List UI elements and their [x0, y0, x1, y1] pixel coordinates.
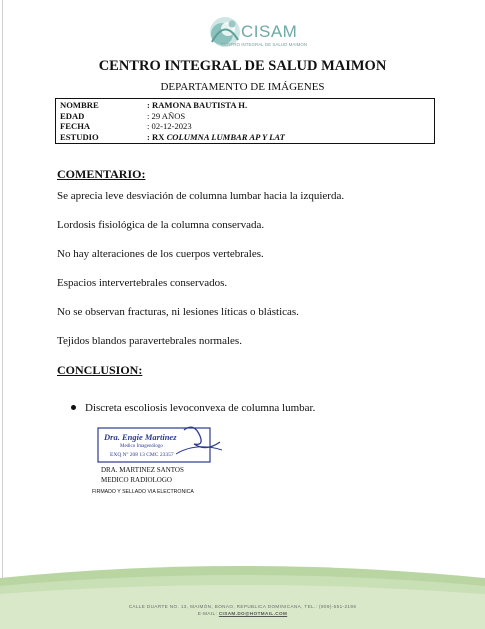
doctor-role: MEDICO RADIOLOGO: [101, 476, 172, 484]
study-type: COLUMNA LUMBAR AP Y LAT: [166, 131, 285, 142]
stamp-name: Dra. Engie Martinez: [104, 432, 177, 442]
stamp-exequatur: EXQ Nº 208 13 CMC 23357: [110, 452, 174, 458]
logo-subtext: CENTRO INTEGRAL DE SALUD MAIMON: [221, 42, 308, 47]
name-label: NOMBRE: [60, 100, 99, 110]
info-row-name: [60, 100, 430, 111]
study-value: [147, 132, 285, 143]
email-link[interactable]: CISAM.DO@HOTMAIL.COM: [218, 611, 288, 616]
footer-wave: [0, 560, 485, 629]
stamp-role: Medico Imagenólogo: [120, 444, 163, 449]
email-label: E-MAIL:: [197, 611, 219, 616]
conclusion-text: Discreta escoliosis levoconvexa de columna lumbar.: [85, 402, 316, 414]
department-name: DEPARTAMENTO DE IMÁGENES: [160, 81, 325, 93]
info-row-age: [60, 111, 430, 122]
info-row-date: [60, 121, 430, 132]
signature-note: FIRMADO Y SELLADO VIA ELECTRONICA: [92, 489, 194, 495]
study-prefix: : RX: [147, 131, 167, 142]
date-label: FECHA: [60, 121, 91, 131]
study-label: ESTUDIO: [60, 131, 99, 142]
report-title: CENTRO INTEGRAL DE SALUD MAIMON: [98, 58, 387, 74]
doctor-name: DRA. MARTINEZ SANTOS: [101, 466, 184, 474]
comment-line: No hay alteraciones de los cuerpos vertebrales.: [57, 248, 264, 260]
comment-line: Se aprecia leve desviación de columna lumbar hacia la izquierda.: [57, 190, 345, 202]
age-value: : 29 AÑOS: [147, 110, 186, 121]
comment-heading: COMENTARIO:: [57, 167, 146, 181]
footer-email-line: [0, 611, 485, 616]
conclusion-item: [71, 402, 315, 414]
comment-line: Lordosis fisiológica de la columna conservada.: [57, 219, 265, 231]
info-row-study: [60, 132, 430, 143]
comment-line: Espacios intervertebrales conservados.: [57, 277, 228, 289]
page-edge: [2, 0, 3, 629]
patient-info-box: [55, 98, 435, 144]
name-value: : RAMONA BAUTISTA H.: [147, 100, 248, 110]
footer-address: CALLE DUARTE NO. 13, MAIMÓN, BONAO, REPUBLICA DOMINICANA, TEL.: (809)-551-2196: [128, 604, 357, 609]
conclusion-heading: CONCLUSION:: [57, 363, 143, 377]
bullet-icon: [71, 405, 76, 410]
age-label: EDAD: [60, 110, 85, 121]
comment-line: Tejidos blandos paravertebrales normales.: [57, 335, 242, 347]
comment-line: No se observan fracturas, ni lesiones líticas o blásticas.: [57, 306, 299, 318]
logo-wordmark: CISAM: [241, 22, 298, 41]
date-value: : 02-12-2023: [147, 121, 192, 131]
